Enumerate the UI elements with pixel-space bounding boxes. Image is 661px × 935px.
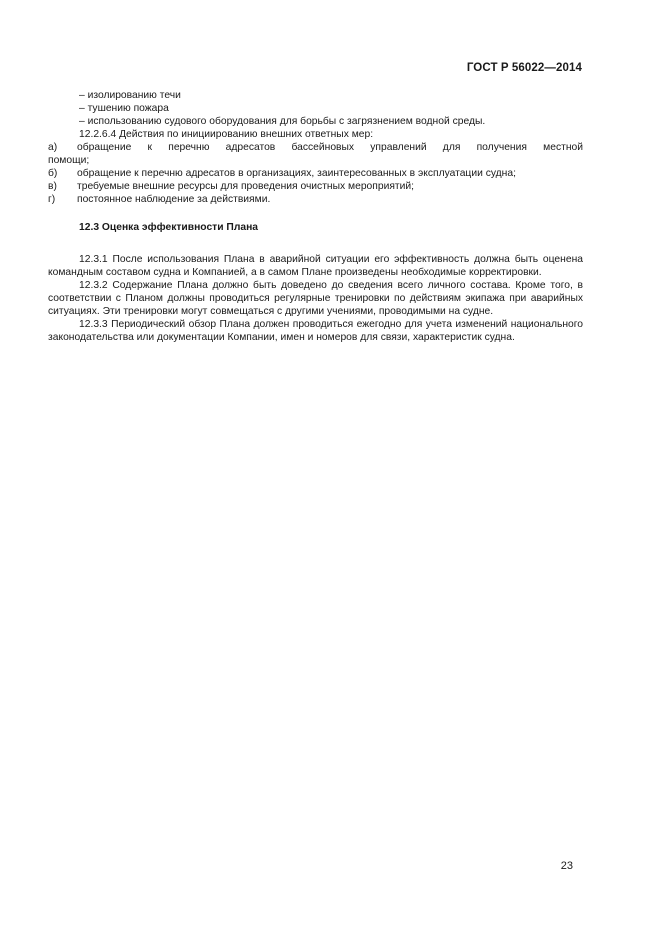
- paragraph-12-3-2: 12.3.2 Содержание Плана должно быть доведено до сведения всего личного состава. Кроме того, в соответствии с Планом должны проводиться регулярные тренировки по действиям экипажа при аварийных ситуациях. Эти тренировки могут совмещаться с другими учениями, проводимыми на судне.: [48, 280, 583, 317]
- clause-12-2-6-4: 12.2.6.4 Действия по инициированию внешних ответных мер:: [79, 129, 374, 140]
- dash-item: – тушению пожара: [79, 103, 169, 114]
- list-letter: г): [48, 194, 56, 205]
- dash-item: – изолированию течи: [79, 90, 181, 101]
- list-item-c: [48, 180, 583, 193]
- list-text: постоянное наблюдение за действиями.: [77, 194, 271, 205]
- list-item-b: [48, 167, 583, 180]
- paragraph-12-3-3: 12.3.3 Периодический обзор Плана должен проводиться ежегодно для учета изменений национального законодательства или документации Компании, имен и номеров для связи, характеристик судна.: [48, 319, 583, 343]
- list-text: обращение к перечню адресатов в организациях, заинтересованных в эксплуатации судна;: [77, 168, 516, 179]
- list-text: обращение к перечню адресатов бассейновых управлений для получения местной: [77, 142, 583, 153]
- dash-item: – использованию судового оборудования для борьбы с загрязнением водной среды.: [79, 116, 486, 127]
- list-letter: в): [48, 181, 57, 192]
- document-body: [48, 89, 583, 344]
- list-letter: б): [48, 168, 58, 179]
- page-number: 23: [560, 860, 573, 872]
- standard-designation: ГОСТ Р 56022—2014: [466, 62, 582, 74]
- list-item-a-continuation: помощи;: [48, 155, 90, 166]
- list-item-d: [48, 193, 583, 206]
- list-text: требуемые внешние ресурсы для проведения очистных мероприятий;: [77, 181, 414, 192]
- paragraph-12-3-1: 12.3.1 После использования Плана в аварийной ситуации его эффективность должна быть оценена командным составом судна и Компанией, а в самом Плане произведены необходимые корректировки.: [48, 254, 583, 278]
- section-heading: 12.3 Оценка эффективности Плана: [79, 222, 259, 233]
- list-item-a: [48, 141, 583, 154]
- list-letter: а): [48, 142, 58, 153]
